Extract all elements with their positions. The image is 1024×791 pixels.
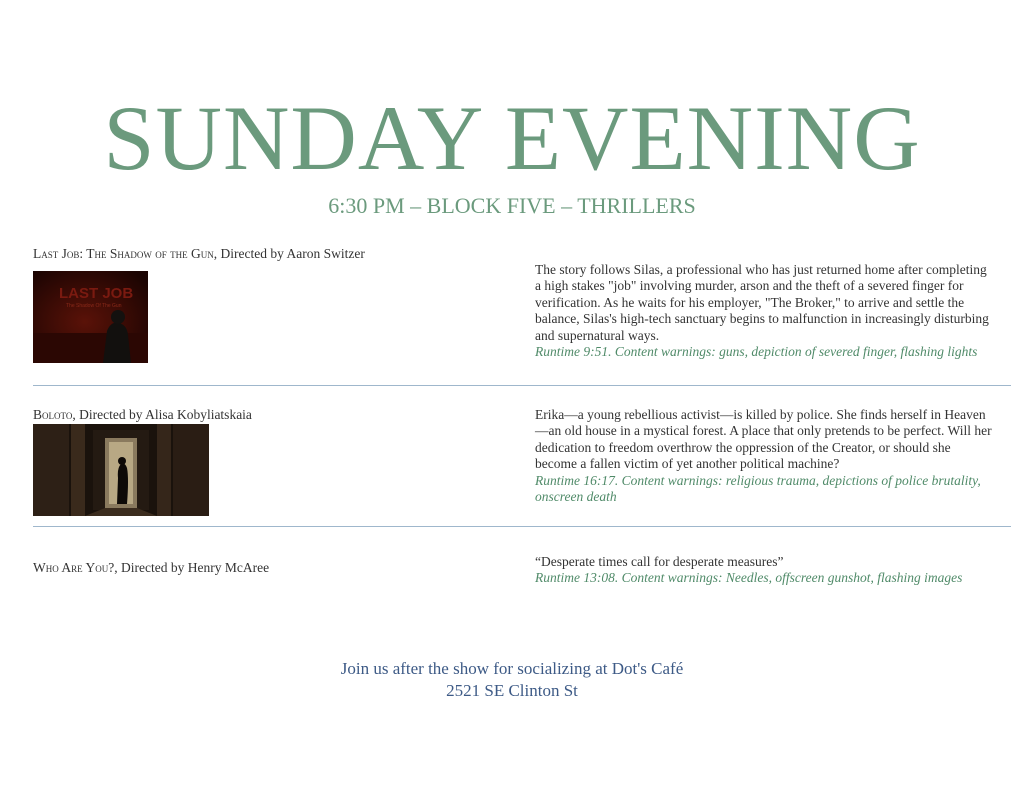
film-description-boloto: [535, 407, 995, 505]
film-heading-who-are-you: [33, 560, 269, 576]
section-divider: [33, 526, 1011, 527]
footer-address: 2521 SE Clinton St: [446, 681, 578, 700]
film-title: Last Job: The Shadow of the Gun: [33, 246, 214, 261]
film-thumbnail-boloto: [33, 424, 209, 516]
film-thumbnail-last-job: [33, 271, 148, 363]
section-divider: [33, 385, 1011, 386]
film-title: Who Are You?: [33, 560, 115, 575]
page-title: SUNDAY EVENING: [103, 87, 921, 189]
film-heading-boloto: [33, 407, 252, 423]
film-credit: , Directed by Henry McAree: [114, 560, 270, 575]
footer-invitation: Join us after the show for socializing at Dot's Café: [340, 659, 684, 678]
poster-title: LAST JOB: [59, 285, 134, 302]
film-synopsis: “Desperate times call for desperate measures”: [535, 554, 784, 569]
film-heading-last-job: [33, 246, 365, 262]
film-credit: , Directed by Alisa Kobyliatskaia: [72, 407, 252, 422]
film-description-last-job: [535, 262, 995, 360]
film-description-who-are-you: [535, 554, 995, 587]
film-synopsis: The story follows Silas, a professional who has just returned home after completing a high stakes "job" involving murder, arson and the theft of a severed finger for verification. As he waits for his employer, "The Broker," to arrive and settle the balance, Silas's high-tech sanctuary begins to malfunction in increasingly disturbing and supernatural ways.: [535, 262, 989, 343]
page-subtitle: 6:30 PM – BLOCK FIVE – THRILLERS: [328, 193, 696, 218]
film-runtime: Runtime 16:17. Content warnings: religious trauma, depictions of police brutality, onscreen death: [535, 472, 981, 505]
film-title: Boloto: [33, 407, 73, 422]
film-credit: , Directed by Aaron Switzer: [213, 246, 365, 261]
film-synopsis: Erika—a young rebellious activist—is killed by police. She finds herself in Heaven—an old house in a mystical forest. A place that only pretends to be perfect. Will her dedication to freedom overthrow the oppression of the Creator, or should she become a fallen victim of yet another political machine?: [535, 407, 992, 472]
film-runtime: Runtime 13:08. Content warnings: Needles, offscreen gunshot, flashing images: [535, 570, 963, 586]
film-runtime: Runtime 9:51. Content warnings: guns, depiction of severed finger, flashing lights: [535, 344, 978, 360]
poster-subtitle: The Shadow Of The Gun: [66, 303, 122, 309]
